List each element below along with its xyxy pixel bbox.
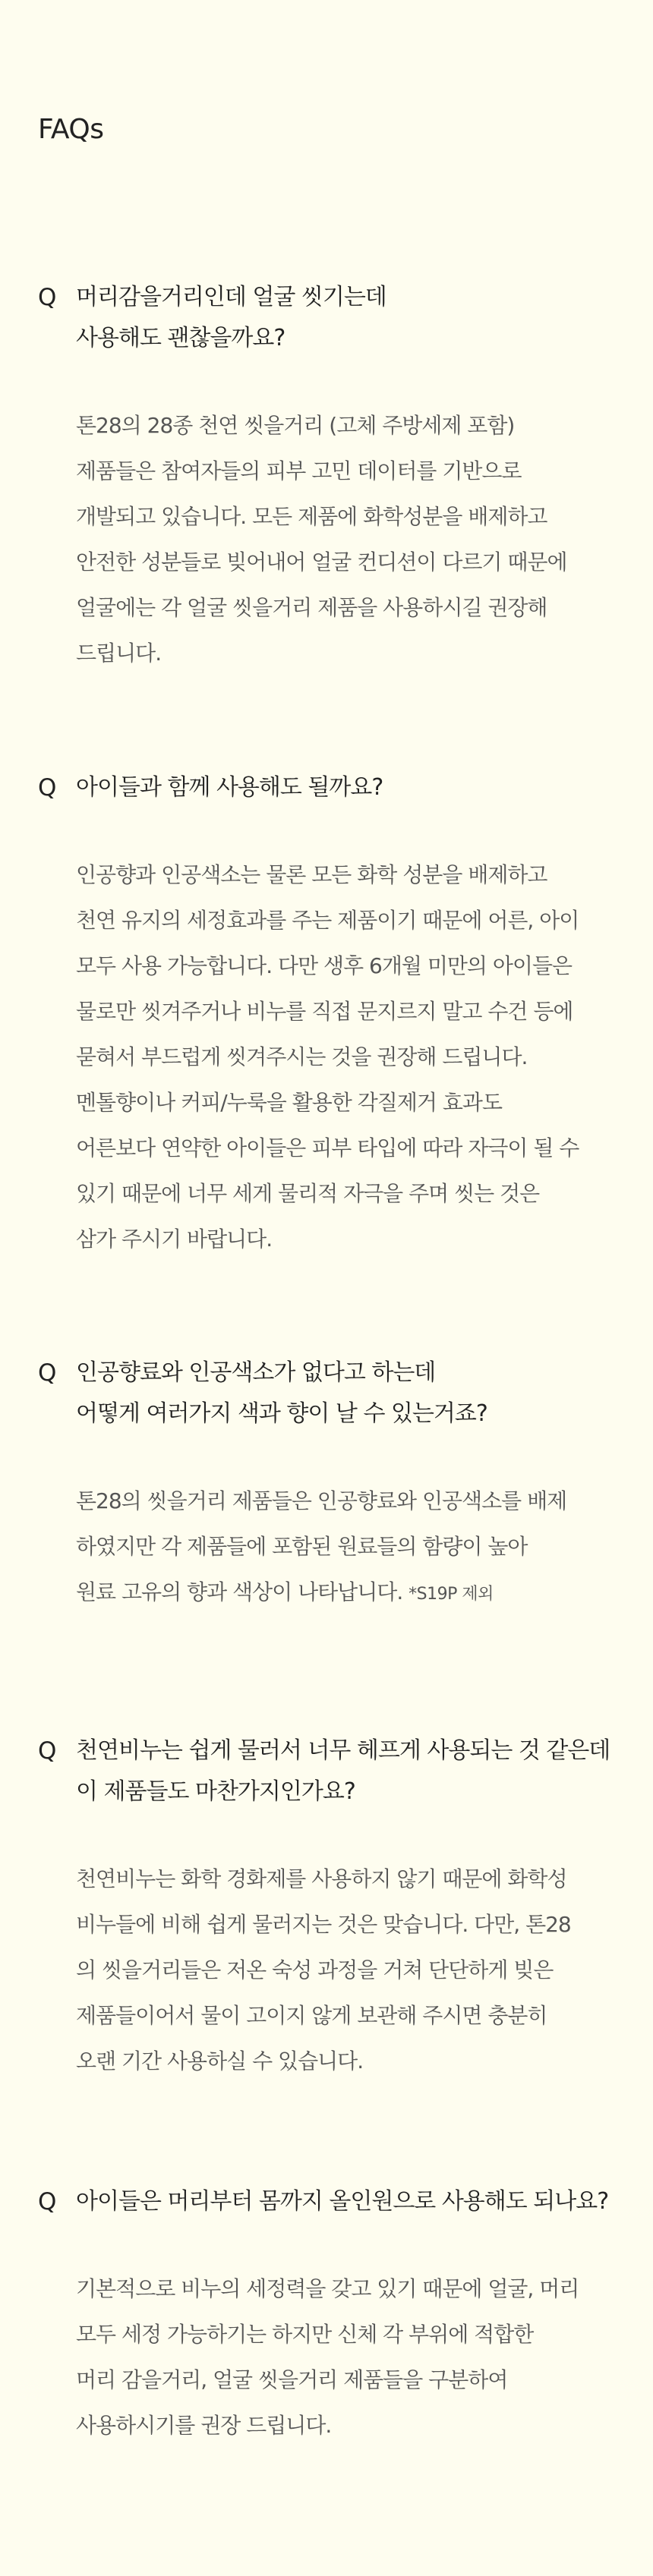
- faq-answer: [76, 1856, 630, 2084]
- faq-answer: [76, 1479, 630, 1617]
- faq-item: [38, 277, 630, 676]
- question-line: 어떻게 여러가지 색과 향이 날 수 있는거죠?: [76, 1400, 487, 1427]
- answer-line: [76, 1570, 630, 1617]
- answer-line: 천연비누는 화학 경화제를 사용하지 않기 때문에 화학성: [76, 1866, 567, 1891]
- faq-question: [38, 2181, 630, 2222]
- answer-line: 안전한 성분들로 빚어내어 얼굴 컨디션이 다르기 때문에: [76, 550, 567, 575]
- answer-line: 오랜 기간 사용하실 수 있습니다.: [76, 2049, 364, 2074]
- question-line: 천연비누는 쉽게 물러서 너무 헤프게 사용되는 것 같은데: [76, 1737, 610, 1764]
- answer-note: *S19P 제외: [409, 1585, 494, 1604]
- answer-line: 비누들에 비해 쉽게 물러지는 것은 맞습니다. 다만, 톤28: [76, 1912, 571, 1937]
- page-title: FAQs: [38, 114, 104, 145]
- question-line: 인공향료와 인공색소가 없다고 하는데: [76, 1359, 436, 1386]
- faq-question: [38, 1730, 630, 1812]
- answer-line: 천연 유지의 세정효과를 주는 제품이기 때문에 어른, 아이: [76, 908, 579, 933]
- answer-line: 톤28의 28종 천연 씻을거리 (고체 주방세제 포함): [76, 413, 515, 438]
- question-text: [76, 1353, 630, 1434]
- faq-question: [38, 277, 630, 359]
- question-line: 사용해도 괜찮을까요?: [76, 325, 285, 351]
- question-text: [76, 277, 630, 359]
- answer-line: 얼굴에는 각 얼굴 씻을거리 제품을 사용하시길 권장해: [76, 595, 547, 620]
- question-marker: Q: [38, 1359, 57, 1387]
- answer-line: 의 씻을거리들은 저온 숙성 과정을 거쳐 단단하게 빚은: [76, 1957, 554, 1982]
- question-marker: Q: [38, 774, 57, 801]
- answer-line: 제품들은 참여자들의 피부 고민 데이터를 기반으로: [76, 458, 522, 483]
- question-text: [76, 2181, 630, 2222]
- answer-line: 있기 때문에 너무 세게 물리적 자극을 주며 씻는 것은: [76, 1181, 540, 1206]
- faq-answer: [76, 852, 630, 1262]
- question-line: 머리감을거리인데 얼굴 씻기는데: [76, 284, 386, 310]
- answer-line: 모두 세정 가능하기는 하지만 신체 각 부위에 적합한: [76, 2322, 534, 2347]
- answer-line: 개발되고 있습니다. 모든 제품에 화학성분을 배제하고: [76, 504, 547, 529]
- faq-question: [38, 1353, 630, 1434]
- answer-line: 모두 사용 가능합니다. 다만 생후 6개월 미만의 아이들은: [76, 953, 573, 978]
- faq-item: [38, 2181, 630, 2448]
- answer-line-text: 원료 고유의 향과 색상이 나타납니다.: [76, 1579, 403, 1604]
- faq-item: [38, 1353, 630, 1617]
- faq-item: [38, 767, 630, 1262]
- answer-line: 묻혀서 부드럽게 씻겨주시는 것을 권장해 드립니다.: [76, 1044, 528, 1069]
- question-marker: Q: [38, 284, 57, 311]
- answer-line: 머리 감을거리, 얼굴 씻을거리 제품들을 구분하여: [76, 2367, 508, 2392]
- question-marker: Q: [38, 2188, 57, 2215]
- question-text: [76, 1730, 630, 1812]
- faq-answer: [76, 403, 630, 676]
- answer-line: 드립니다.: [76, 641, 162, 666]
- faq-item: [38, 1730, 630, 2084]
- answer-line: 톤28의 씻을거리 제품들은 인공향료와 인공색소를 배제: [76, 1488, 567, 1513]
- question-line: 아이들과 함께 사용해도 될까요?: [76, 774, 383, 801]
- question-text: [76, 767, 630, 808]
- answer-line: 인공향과 인공색소는 물론 모든 화학 성분을 배제하고: [76, 862, 547, 887]
- answer-line: 기본적으로 비누의 세정력을 갖고 있기 때문에 얼굴, 머리: [76, 2276, 579, 2301]
- answer-line: 하였지만 각 제품들에 포함된 원료들의 함량이 높아: [76, 1534, 528, 1559]
- answer-line: 제품들이어서 물이 고이지 않게 보관해 주시면 충분히: [76, 2003, 547, 2028]
- answer-line: 삼가 주시기 바랍니다.: [76, 1227, 273, 1252]
- question-marker: Q: [38, 1737, 57, 1765]
- faq-answer: [76, 2266, 630, 2448]
- question-line: 이 제품들도 마찬가지인가요?: [76, 1778, 355, 1805]
- question-line: 아이들은 머리부터 몸까지 올인원으로 사용해도 되나요?: [76, 2188, 609, 2215]
- answer-line: 멘톨향이나 커피/누룩을 활용한 각질제거 효과도: [76, 1090, 502, 1115]
- answer-line: 물로만 씻겨주거나 비누를 직접 문지르지 말고 수건 등에: [76, 999, 573, 1024]
- answer-line: 어른보다 연약한 아이들은 피부 타입에 따라 자극이 될 수: [76, 1135, 579, 1160]
- faq-question: [38, 767, 630, 808]
- answer-line: 사용하시기를 권장 드립니다.: [76, 2413, 332, 2438]
